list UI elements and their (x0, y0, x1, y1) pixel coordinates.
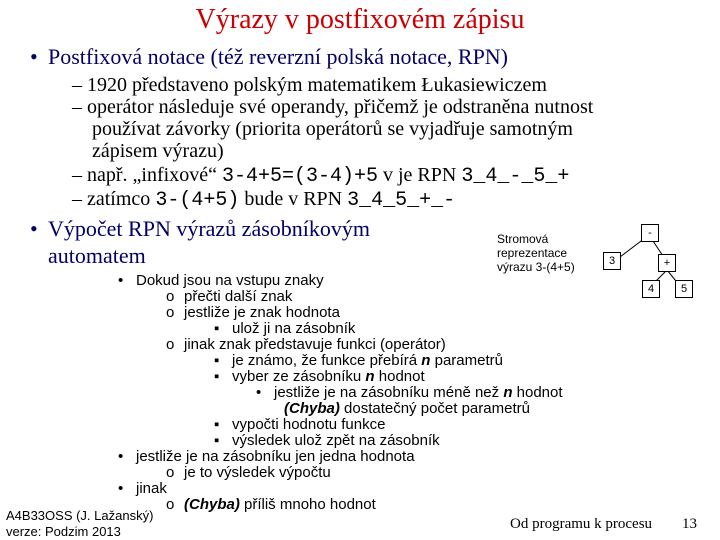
algo-line: (Chyba) dostatečný počet parametrů (284, 400, 530, 417)
infix-expr: 3-(4+5) (155, 189, 240, 212)
bullet-dot: • (30, 44, 38, 69)
algo-line: ▪ výsledek ulož zpět na zásobník (214, 432, 440, 449)
tree-node-4: 4 (642, 280, 660, 298)
algo-line: o je to výsledek výpočtu (166, 464, 331, 481)
bullet-dot: • (30, 216, 38, 241)
algo-line: ▪ je známo, že funkce přebírá n parametrů (214, 352, 503, 369)
tree-caption: Stromová reprezentace výrazu 3-(4+5) (497, 232, 575, 274)
rpn-item: – operátor následuje své operandy, přičemž je odstraněna nutnost (72, 96, 594, 118)
page-number: 13 (682, 516, 697, 532)
algo-line: ▪ ulož ji na zásobník (214, 320, 356, 337)
page-title: Výrazy v postfixovém zápisu (195, 4, 525, 35)
bullet-eval (30, 216, 370, 242)
footer-course: A4B33OSS (J. Lažanský) verze: Podzim 2013 (6, 508, 154, 539)
algo-line: o jestliže je znak hodnota (166, 304, 340, 321)
algo-line: o (Chyba) příliš mnoho hodnot (166, 496, 376, 513)
rpn-item: – 1920 představeno polským matematikem Łukasiewiczem (72, 74, 547, 96)
tree-node-root: - (641, 224, 659, 242)
algo-line: o přečti další znak (166, 288, 293, 305)
tree-node-5: 5 (675, 280, 693, 298)
eval-heading: Výpočet RPN výrazů zásobníkovým (48, 216, 370, 241)
algo-line: • Dokud jsou na vstupu znaky (118, 272, 324, 289)
rpn-expr: 3_4_-_5_+ (461, 165, 570, 188)
bullet-rpn (30, 44, 508, 70)
rpn-item-cont: používat závorky (priorita operátorů se vyjadřuje samotným (92, 118, 573, 140)
rpn-expr: 3_4_5_+_- (347, 189, 456, 212)
algo-line: • jestliže je na zásobníku jen jedna hodnota (118, 448, 415, 465)
algo-line: • jinak (118, 480, 167, 497)
rpn-item-cont: zápisem výrazu) (92, 140, 224, 162)
footer-chapter: Od programu k procesu (510, 516, 653, 532)
rpn-example-1: – např. „infixové“ 3-4+5=(3-4)+5 v je RPN 3_4_-_5_+ (72, 164, 570, 188)
rpn-example-2: – zatímco 3-(4+5) bude v RPN 3_4_5_+_- (72, 188, 456, 212)
algo-line: ▪ vypočti hodnotu funkce (214, 416, 386, 433)
algo-line: o jinak znak představuje funkci (operátor) (166, 336, 446, 353)
eval-heading-cont: automatem (48, 243, 146, 268)
rpn-heading: Postfixová notace (též reverzní polská notace, RPN) (48, 44, 509, 69)
infix-expr: 3-4+5=(3-4)+5 (221, 165, 378, 188)
tree-node-plus: + (658, 254, 676, 272)
tree-node-3: 3 (603, 252, 621, 270)
algo-line: • jestliže je na zásobníku méně než n hodnot (256, 384, 563, 401)
algo-line: ▪ vyber ze zásobníku n hodnot (214, 368, 425, 385)
